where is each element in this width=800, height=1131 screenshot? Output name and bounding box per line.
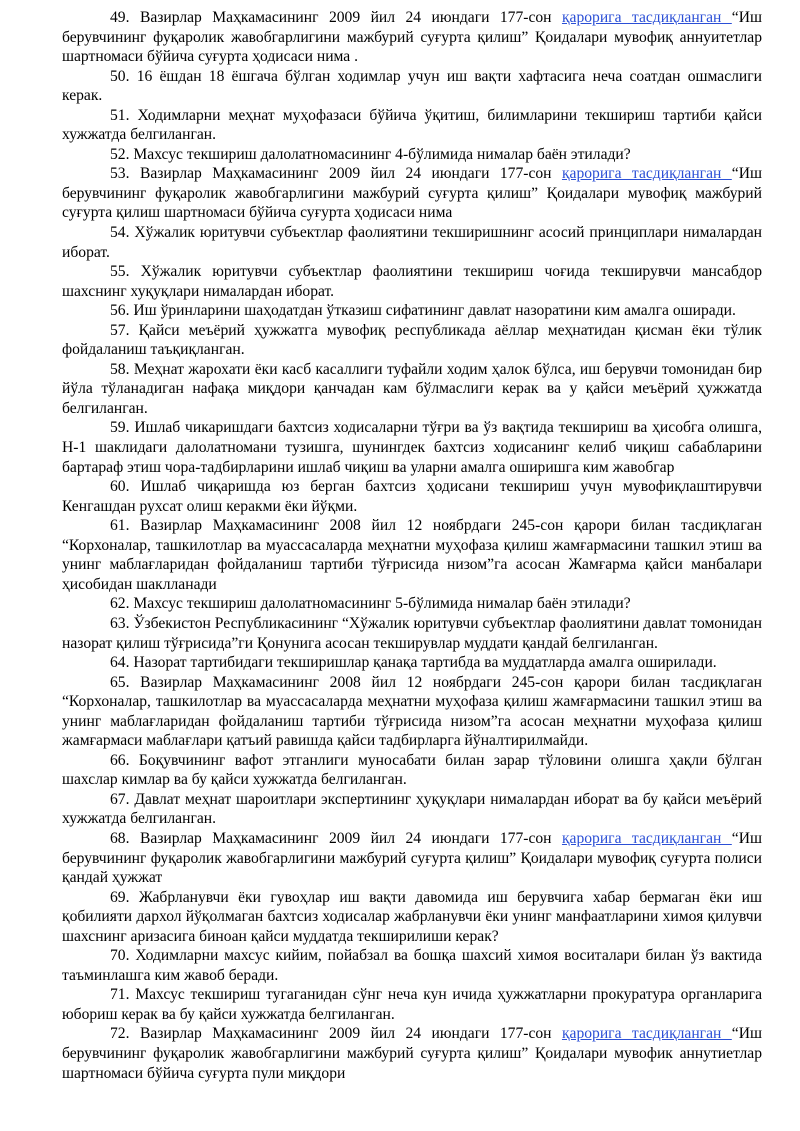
question-item xyxy=(62,106,762,145)
question-text: Ходимларни меҳнат муҳофазаси бўйича ўқитиш, билимларини текшириш тартиби қайси хужжатда белгиланган. xyxy=(62,106,762,144)
question-item xyxy=(62,594,762,614)
question-number: 67. xyxy=(110,790,130,808)
question-list xyxy=(62,8,762,1083)
question-item xyxy=(62,751,762,790)
question-text: Вазирлар Маҳкамасининг 2008 йил 12 ноябрдаги 245-сон қарори билан тасдиқлаган “Корхоналар, ташкилотлар ва муассасаларда меҳнатни муҳофаза қилиш жамғармасини ташкил этиш ва унинг маблағларидан фойдаланиш тартиби тўғрисида низом”га асосан меҳнатни муҳофаза қилиш жамғармаси маблағлари қатъий равишда қайси тадбирларга йўналтирилмайди. xyxy=(62,673,762,750)
question-text: Хўжалик юритувчи субъектлар фаолиятини текшириш чоғида текширувчи мансабдор шахснинг хуқуқлари нималардан иборат. xyxy=(62,263,762,300)
question-number: 64. xyxy=(110,654,130,672)
question-text: Махсус текшириш тугаганидан сўнг неча кун ичида ҳужжатларни прокуратура органларига юбориш керак ва бу қайси хужжатда белгиланган. xyxy=(62,986,762,1023)
question-item xyxy=(62,985,762,1024)
question-text: Вазирлар Маҳкамасининг 2009 йил 24 июндаги 177-сон xyxy=(139,1025,562,1043)
question-text: Меҳнат жарохати ёки касб касаллиги туфайли ходим ҳалок бўлса, иш берувчи томонидан бир йўла тўланадиган нафақа миқдори қанчадан кам бўлмаслиги керак ва у қайси меъёрий ҳужжатда белгиланган. xyxy=(62,360,762,417)
resolution-link[interactable]: қарорига тасдиқланган xyxy=(561,1025,732,1043)
question-item xyxy=(62,673,762,751)
question-number: 51. xyxy=(110,106,130,124)
question-text: Вазирлар Маҳкамасининг 2009 йил 24 июндаги 177-сон xyxy=(139,829,562,847)
question-number: 60. xyxy=(110,478,130,496)
question-text: Давлат меҳнат шароитлари экспертининг ҳуқуқлари нималардан иборат ва бу қайси меъёрий хужжатда белгиланган. xyxy=(62,790,762,828)
question-number: 62. xyxy=(110,595,130,613)
question-item xyxy=(62,321,762,360)
question-number: 69. xyxy=(110,888,130,906)
question-text: Хўжалик юритувчи субъектлар фаолиятини текширишнинг асосий принциплари нималардан иборат. xyxy=(62,224,762,261)
question-item xyxy=(62,946,762,985)
question-text: Махсус текшириш далолатномасининг 4-бўлимида нималар баён этилади? xyxy=(133,145,631,163)
question-item xyxy=(62,653,762,673)
question-text: Қайси меъёрий ҳужжатга мувофиқ республикада аёллар меҳнатидан қисман ёки тўлик фойдаланиш таъқиқланган. xyxy=(62,321,762,359)
question-item xyxy=(62,223,762,262)
question-item xyxy=(62,418,762,477)
question-text: Вазирлар Маҳкамасининг 2008 йил 12 ноябрдаги 245-сон қарори билан тасдиқлаган “Корхоналар, ташкилотлар ва муассасаларда меҳнатни муҳофаза қилиш жамғармасини ташкил этиш ва унинг маблағларидан фойдаланиш тартиби тўғрисида низом”га асосан Жамғарма қайси манбалари ҳисобидан шаклланади xyxy=(62,517,762,593)
question-number: 72. xyxy=(110,1025,130,1043)
question-number: 58. xyxy=(110,360,130,378)
question-item xyxy=(62,360,762,419)
question-item xyxy=(62,790,762,829)
question-text: Вазирлар Маҳкамасининг 2009 йил 24 июндаги 177-сон xyxy=(139,9,562,26)
question-text: Ишлаб чикаришдаги бахтсиз ходисаларни тўғри ва ўз вақтида текшириш ва ҳисобга олишга, Н-1 шаклидаги далолатномани тузишга, шунингдек бахтсиз ходисанинг келиб чиқиш сабабларини бартараф этиш чора-тадбирларини ишлаб чиқиш ва уларни амалга оширишга ким жавобгар xyxy=(62,419,762,476)
question-item xyxy=(62,262,762,301)
question-text-continued: “Иш берувчининг фуқаролик жавобгарлигини мажбурий суғурта қилиш” Қоидалари мувофиқ мажбурий суғурта қилиш шартномаси бўйича суғурта ҳодисаси нима xyxy=(62,165,762,222)
question-text: Махсус текшириш далолатномасининг 5-бўлимида нималар баён этилади? xyxy=(133,595,631,613)
question-number: 56. xyxy=(110,302,130,320)
question-text: Боқувчининг вафот этганлиги муносабати билан зарар тўловини олишга ҳақли бўлган шахслар кимлар ва бу қайси хужжатда белгиланган. xyxy=(62,751,762,789)
question-item xyxy=(62,829,762,888)
question-item xyxy=(62,614,762,653)
question-number: 55. xyxy=(110,263,130,281)
question-number: 70. xyxy=(110,947,130,965)
question-item xyxy=(62,888,762,947)
question-number: 61. xyxy=(110,517,130,535)
question-item xyxy=(62,301,762,321)
question-item xyxy=(62,8,762,67)
question-item xyxy=(62,516,762,594)
question-text: Вазирлар Маҳкамасининг 2009 йил 24 июндаги 177-сон xyxy=(139,165,562,183)
question-item xyxy=(62,145,762,165)
question-text: Ходимларни махсус кийим, пойабзал ва бошқа шахсий химоя воситалари билан ўз вактида таъминлашга ким жавоб беради. xyxy=(62,947,762,984)
question-item xyxy=(62,67,762,106)
question-number: 68. xyxy=(110,829,130,847)
question-item xyxy=(62,1024,762,1083)
question-number: 49. xyxy=(110,9,130,26)
resolution-link[interactable]: қарорига тасдиқланган xyxy=(561,9,732,26)
question-text-continued: “Иш берувчининг фуқаролик жавобгарлигини мажбурий суғурта қилиш” Қоидалари мувофиқ суғурта полиси қандай ҳужжат xyxy=(62,829,762,887)
question-number: 53. xyxy=(110,165,130,183)
resolution-link[interactable]: қарорига тасдиқланган xyxy=(561,829,732,847)
question-number: 52. xyxy=(110,145,130,163)
question-number: 71. xyxy=(110,986,130,1004)
resolution-link[interactable]: қарорига тасдиқланган xyxy=(561,165,732,183)
question-number: 50. xyxy=(110,67,130,85)
question-item xyxy=(62,477,762,516)
question-number: 66. xyxy=(110,751,130,769)
question-text: Ишлаб чиқаришда юз берган бахтсиз ҳодисани текшириш учун мувофиқлаштирувчи Кенгашдан рухсат олиш керакми ёки йўқми. xyxy=(62,478,762,515)
question-text: Жабрланувчи ёки гувоҳлар иш вақти давомида иш берувчига хабар бермаган ёки иш қобилияти дархол йўқолмаган бахтсиз ходисалар жабрланувчи ёки унинг манфаатларини химоя қилувчи шахснинг аризасига биноан қайси муддатда текширилиши керак? xyxy=(62,888,762,945)
question-number: 59. xyxy=(110,419,130,437)
question-number: 54. xyxy=(110,224,130,242)
question-number: 63. xyxy=(110,614,130,632)
question-number: 57. xyxy=(110,321,130,339)
question-text-continued: “Иш берувчининг фуқаролик жавобгарлигини мажбурий суғурта қилиш” Қоидалари мувофик аннутиетлар шартномаси бўйича суғурта пули миқдори xyxy=(62,1025,762,1082)
question-text-continued: “Иш берувчининг фуқаролик жавобгарлигини мажбурий суғурта қилиш” Қоидалари мувофиқ аннуитетлар шартномаси бўйича суғурта ҳодисаси нима . xyxy=(62,9,762,66)
question-text: Ўзбекистон Республикасининг “Хўжалик юритувчи субъектлар фаолиятини давлат томонидан назорат қилиш тўғрисида”ги Қонунига асосан текширувлар муддати қандай белгиланган. xyxy=(62,614,762,652)
question-number: 65. xyxy=(110,673,130,691)
question-item xyxy=(62,164,762,223)
question-text: 16 ёшдан 18 ёшгача бўлган ходимлар учун иш вақти хафтасига неча соатдан ошмаслиги керак. xyxy=(62,67,762,105)
question-text: Иш ўринларини шаҳодатдан ўтказиш сифатининг давлат назоратини ким амалга оширади. xyxy=(133,302,736,320)
question-text: Назорат тартибидаги текширишлар қанақа тартибда ва муддатларда амалга оширилади. xyxy=(133,654,717,672)
